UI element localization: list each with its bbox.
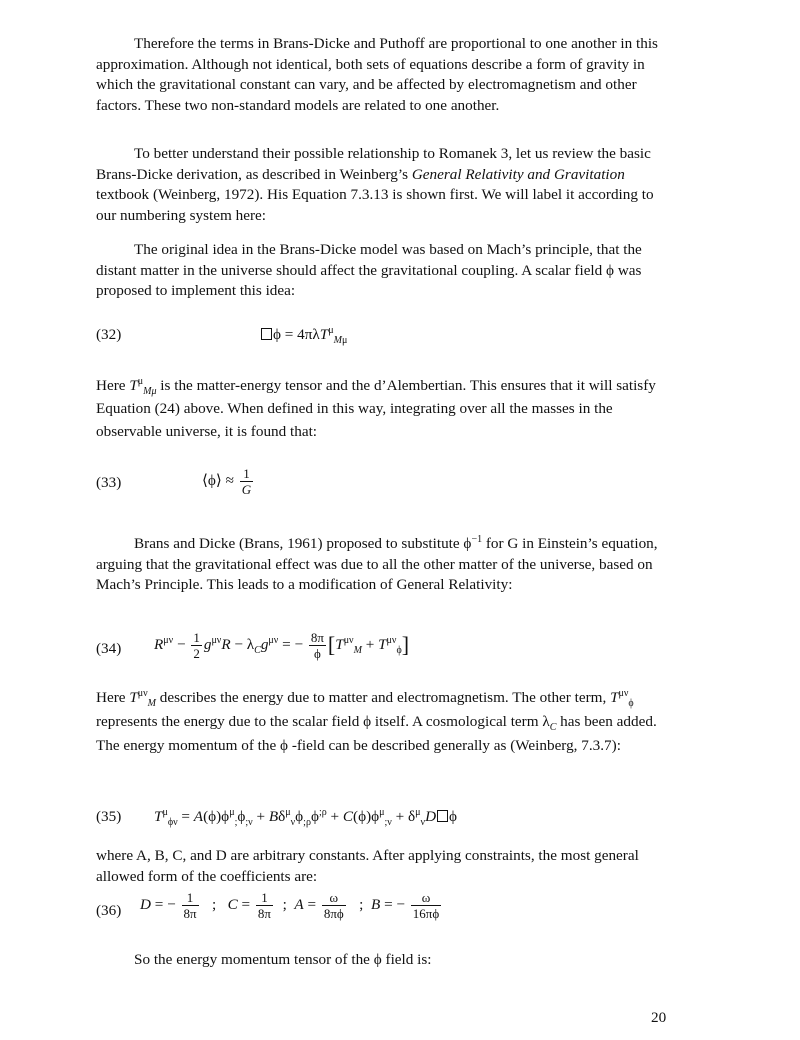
paragraph-6-text-d: has been added. The energy momentum of the ϕ -field can be described generally as (Weinberg, 7.3.7):	[96, 713, 657, 754]
paragraph-6-text-c: represents the energy due to the scalar field ϕ itself. A cosmological term	[96, 713, 543, 730]
paragraph-5-text-a: Brans and Dicke (Brans, 1961) proposed to substitute ϕ	[134, 535, 472, 552]
paragraph-1	[96, 34, 666, 116]
paragraph-4-text-c: the d’Alembertian. This ensures that it will satisfy Equation (24) above. When defined in this way, integrating over all the masses in the observable universe, it is found that:	[96, 377, 656, 440]
paragraph-2	[96, 144, 666, 226]
equation-34-label: (34)	[96, 640, 122, 657]
equation-32-label: (32)	[96, 326, 122, 343]
paragraph-7-text: where A, B, C, and D are arbitrary constants. After applying constraints, the most general allowed form of the coefficients are:	[96, 847, 639, 885]
paragraph-5-superscript: −1	[471, 533, 483, 545]
paragraph-2-text-b: textbook (Weinberg, 1972). His Equation 7.3.13 is shown first. We will label it according to our numbering system here:	[96, 186, 654, 224]
equation-36-label: (36)	[96, 902, 122, 919]
equation-33	[96, 466, 696, 506]
equation-35-label: (35)	[96, 808, 122, 825]
equation-32	[96, 326, 696, 366]
paragraph-5	[96, 534, 666, 596]
paragraph-4-text-b: is the matter-energy tensor and	[156, 377, 352, 394]
paragraph-3	[96, 240, 666, 302]
paragraph-2-text-a: To better understand their possible relationship to Romanek 3, let us review the basic Brans-Dicke derivation, as described in Weinberg’s	[96, 145, 651, 183]
equation-33-body: ⟨ϕ⟩ ≈ $\frac{1}{G}$	[202, 466, 252, 497]
equation-35	[96, 808, 696, 848]
paragraph-4-text-a: Here	[96, 377, 130, 394]
paragraph-7	[96, 846, 666, 887]
paragraph-8-text: So the energy momentum tensor of the ϕ field is:	[134, 951, 432, 968]
page-number: 20	[651, 1009, 667, 1026]
paragraph-5-text-b: for G in Einstein’s equation, arguing that the gravitational effect was due to all the other matter of the universe, based on Mach’s Principle. This leads to a modification of General Relativity:	[96, 535, 658, 594]
equation-34-body: $R^{\mu\nu}$ − $\frac{1}{2}$ $g^{\mu\nu}R - \lambda_Cg^{\mu\nu}$ = − $\frac{8\pi}{\phi}$ $[T^{\mu\nu}_M + T^{\mu\nu}_\phi]$	[154, 630, 410, 661]
equation-36	[96, 890, 696, 930]
book-title: General Relativity and Gravitation	[411, 165, 625, 183]
paragraph-4: Here $T^\mu_{M\mu}$ is the matter-energy tensor and the d’Alembertian. This ensures that it will satisfy Equation (24) above. When defined in this way, integrating over all the masses in the observable universe, it is found that:	[96, 375, 656, 440]
paragraph-6-text-a: Here	[96, 689, 130, 706]
equation-32-body: ϕ = 4πλT$^\mu_{M\mu}$	[260, 326, 347, 344]
paragraph-6: Here $T^{\mu\nu}_M$ describes the energy due to matter and electromagnetism. The other term, $T^{\mu\nu}_\phi$ represents the energy due to the scalar field ϕ itself. A cosmological term $\lambda_C$ has been added. The energy momentum of the ϕ -field can be described generally as (Weinberg, 7.3.7):	[96, 687, 657, 754]
paragraph-8	[96, 950, 666, 971]
paragraph-6-text-b: describes the energy due to matter and electromagnetism. The other term,	[156, 689, 611, 706]
paragraph-1-text: Therefore the terms in Brans-Dicke and Puthoff are proportional to one another in this approximation. Although not identical, both sets of equations describe a form of gravity in which the gravitational constant can vary, and be affected by electromagnetism and other factors. These two non-standard models are related to one another.	[96, 35, 658, 114]
equation-34	[96, 630, 696, 670]
equation-36-body: D = − $\frac{1}{8\pi}$ ; C = $\frac{1}{8\pi}$ ; A = $\frac{\omega}{8\pi\phi}$ ; B = − $\frac{\omega}{16\pi\phi}$	[140, 890, 440, 921]
equation-35-body: $T^\mu_{\phi\nu} = A(\phi)\phi^\mu_;\phi_{;\nu} + B\delta^\mu_\nu\phi_{;\rho}\phi^{;\rho} + C(\phi)\phi^\mu_{;\nu} + \delta^\mu_\nu D$ ϕ	[154, 806, 458, 829]
paragraph-3-text: The original idea in the Brans-Dicke model was based on Mach’s principle, that the distant matter in the universe should affect the gravitational coupling. A scalar field ϕ was proposed to implement this idea:	[96, 241, 642, 300]
equation-33-label: (33)	[96, 474, 122, 491]
